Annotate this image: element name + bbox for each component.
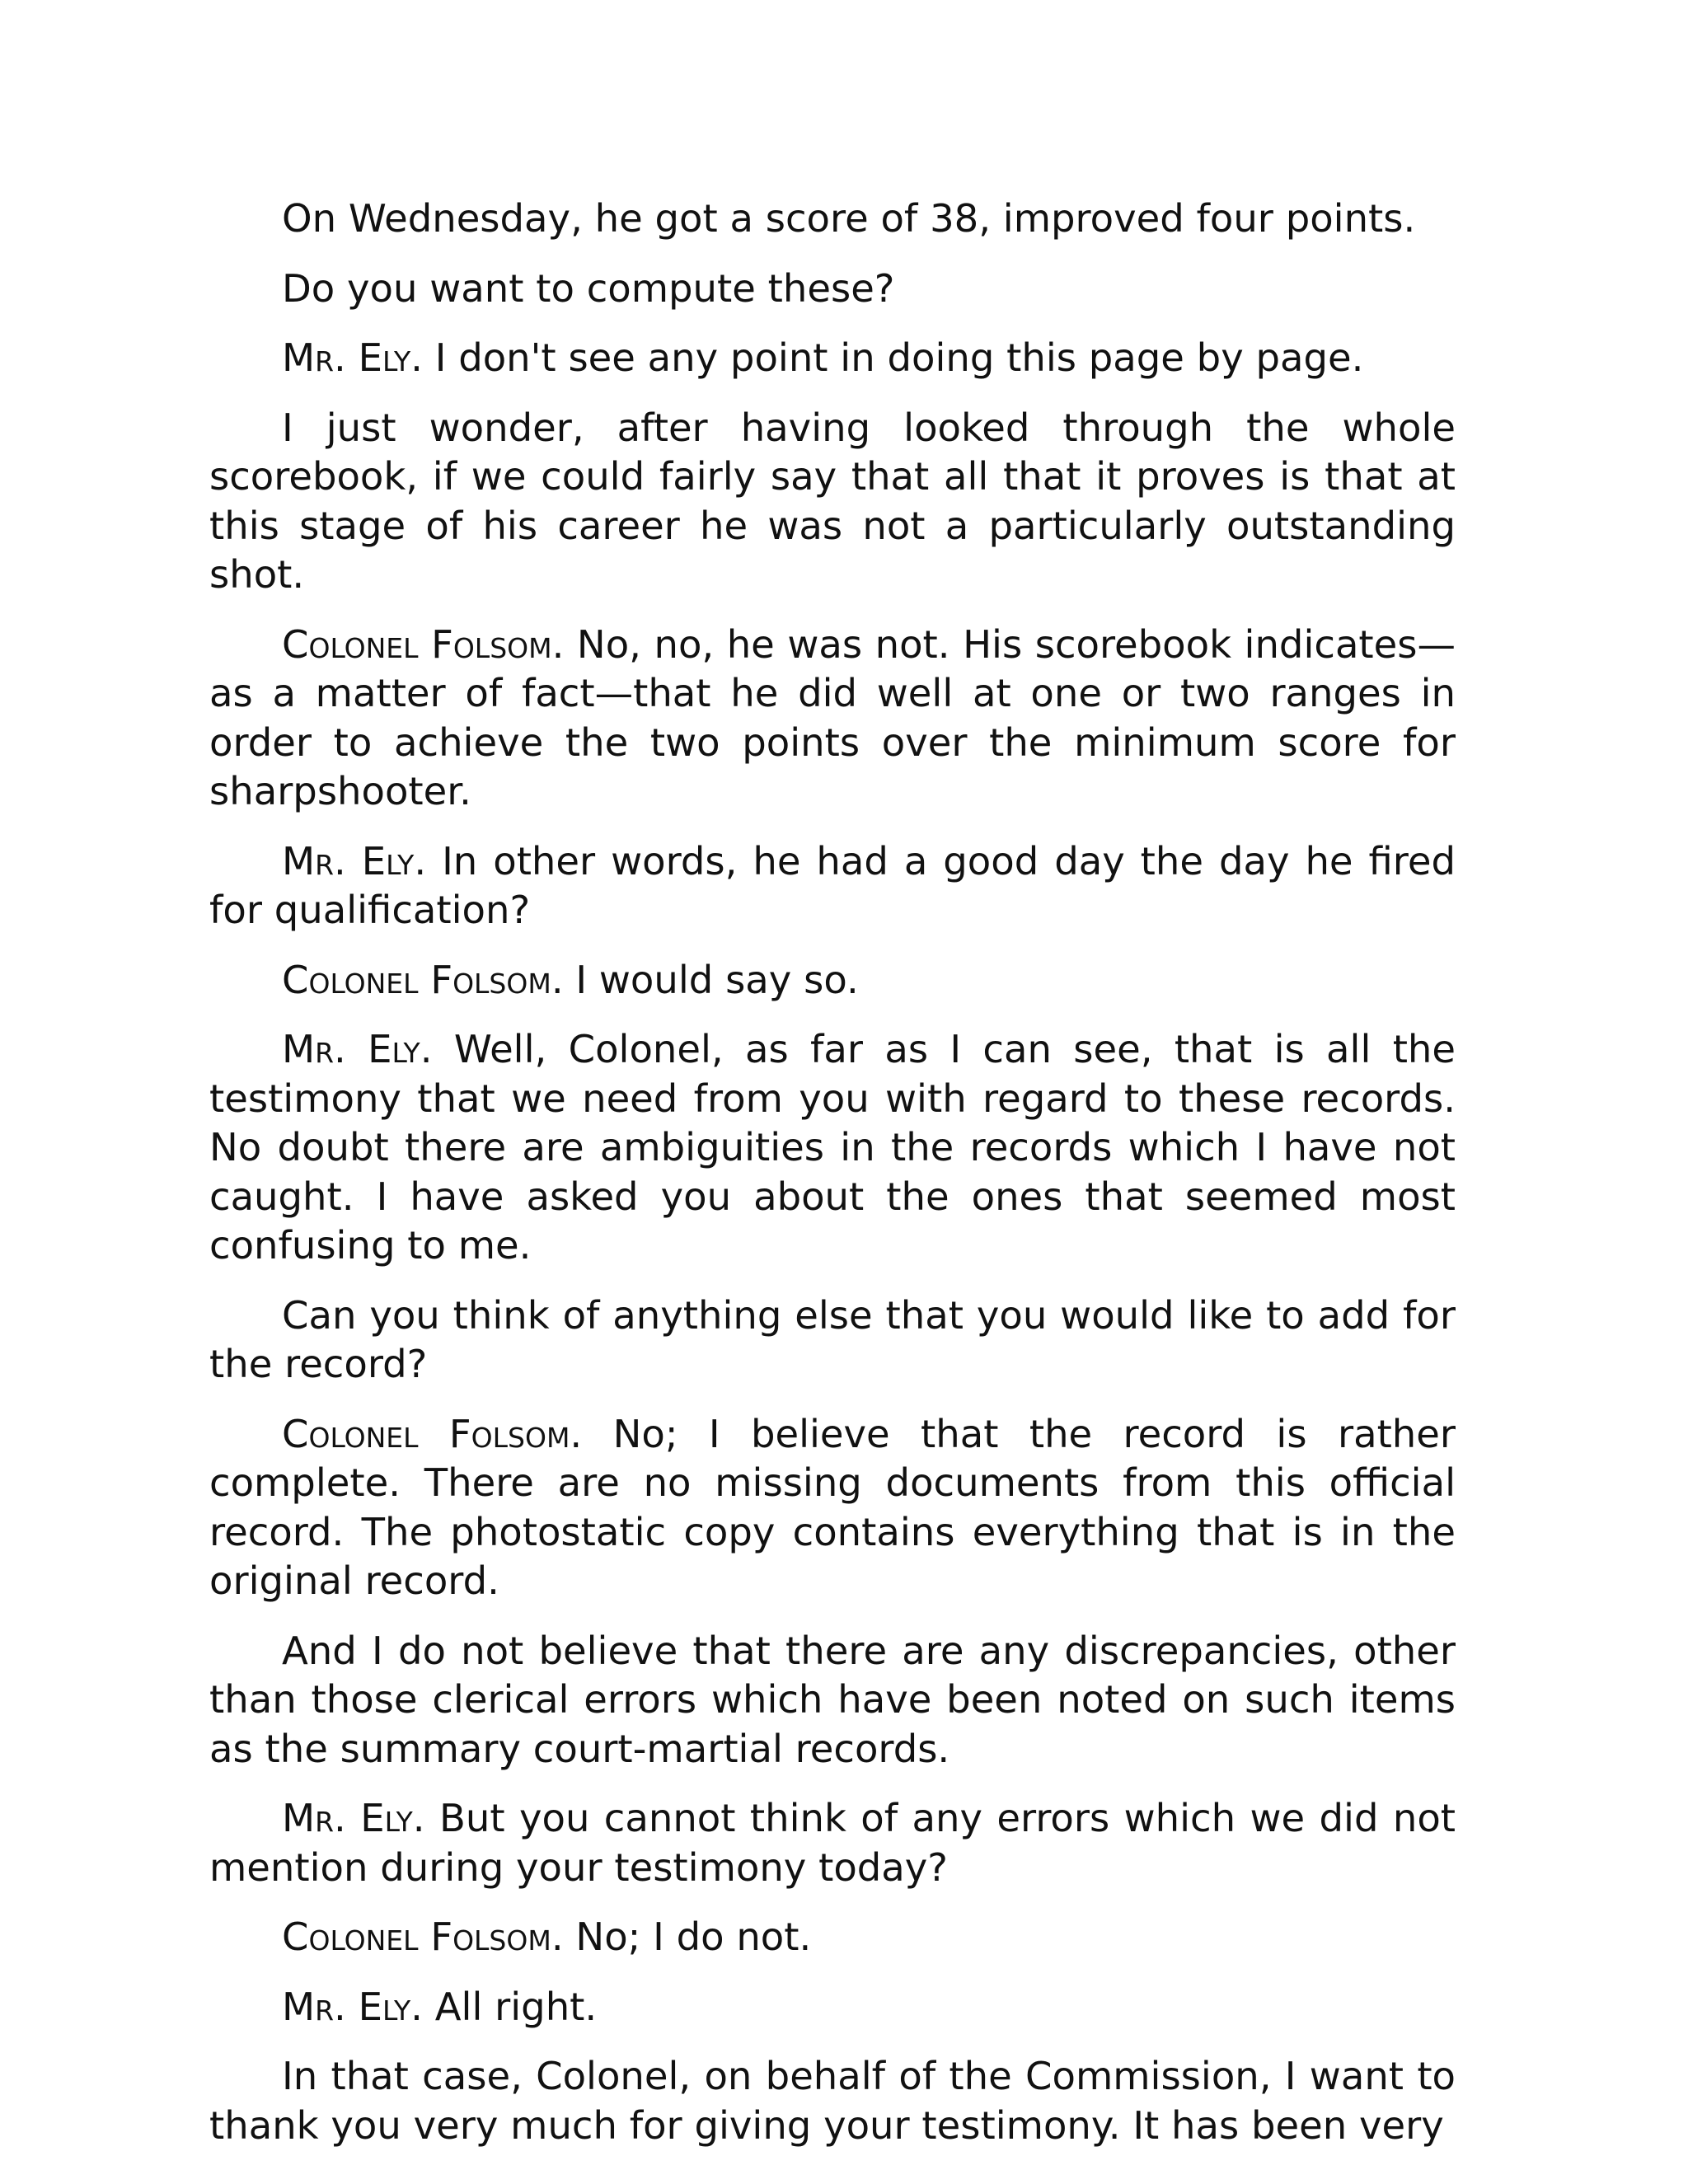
paragraph bbox=[209, 1794, 1456, 1892]
speaker-name: Mr. Ely. bbox=[282, 1796, 425, 1840]
paragraph-text: Well, Colonel, as far as I can see, that is all the testimony that we need from you with regard to these records. No doubt there are ambiguities in the records which I have not caught. I have asked you about the ones that seemed most confusing to me. bbox=[209, 1027, 1456, 1268]
speaker-name: Colonel Folsom. bbox=[282, 1411, 583, 1456]
paragraph bbox=[209, 265, 1456, 314]
paragraph bbox=[209, 956, 1456, 1005]
paragraph-text: But you cannot think of any errors which we did not mention during your testimony today? bbox=[209, 1796, 1456, 1890]
paragraph-text: In other words, he had a good day the day he fired for qualification? bbox=[209, 838, 1456, 932]
paragraph bbox=[209, 1410, 1456, 1606]
paragraph bbox=[209, 404, 1456, 600]
paragraph-text: No, no, he was not. His scorebook indicates—as a matter of fact—that he did well at one or two ranges in order to achieve the two points over the minimum score for sharpshooter. bbox=[209, 621, 1456, 813]
paragraph-text: I would say so. bbox=[575, 957, 859, 1002]
paragraph-text: I just wonder, after having looked through the whole scorebook, if we could fairly say that all that it proves is that at this stage of his career he was not a particularly outstanding shot. bbox=[209, 405, 1456, 597]
paragraph-text: No; I believe that the record is rather complete. There are no missing documents from this official record. The photostatic copy contains everything that is in the original record. bbox=[209, 1411, 1456, 1603]
paragraph-text: No; I do not. bbox=[575, 1915, 812, 1959]
paragraph bbox=[209, 621, 1456, 817]
paragraph bbox=[209, 1913, 1456, 1962]
paragraph-text: On Wednesday, he got a score of 38, improved four points. bbox=[282, 196, 1416, 241]
paragraph-text: In that case, Colonel, on behalf of the Commission, I want to thank you very much for giving your testimony. It has been very bbox=[209, 2054, 1456, 2148]
paragraph bbox=[209, 334, 1456, 383]
paragraph bbox=[209, 837, 1456, 935]
speaker-name: Colonel Folsom. bbox=[282, 621, 565, 667]
speaker-name: Mr. Ely. bbox=[282, 1027, 433, 1071]
paragraph bbox=[209, 1983, 1456, 2032]
paragraph bbox=[209, 1025, 1456, 1271]
paragraph-text: I don't see any point in doing this page by page. bbox=[434, 335, 1364, 380]
speaker-name: Mr. Ely. bbox=[282, 838, 427, 883]
speaker-name: Mr. Ely. bbox=[282, 335, 423, 380]
paragraph bbox=[209, 1291, 1456, 1390]
paragraph-text: And I do not believe that there are any discrepancies, other than those clerical errors which have been noted on such items as the summary court-martial records. bbox=[209, 1628, 1456, 1771]
document-page bbox=[209, 194, 1456, 2171]
paragraph-text: All right. bbox=[434, 1984, 598, 2029]
speaker-name: Colonel Folsom. bbox=[282, 1915, 564, 1959]
paragraph-text: Can you think of anything else that you would like to add for the record? bbox=[209, 1292, 1456, 1386]
paragraph bbox=[209, 194, 1456, 244]
speaker-name: Colonel Folsom. bbox=[282, 957, 564, 1002]
paragraph-text: Do you want to compute these? bbox=[282, 265, 895, 311]
speaker-name: Mr. Ely. bbox=[282, 1984, 423, 2029]
paragraph bbox=[209, 2052, 1456, 2150]
paragraph bbox=[209, 1627, 1456, 1774]
